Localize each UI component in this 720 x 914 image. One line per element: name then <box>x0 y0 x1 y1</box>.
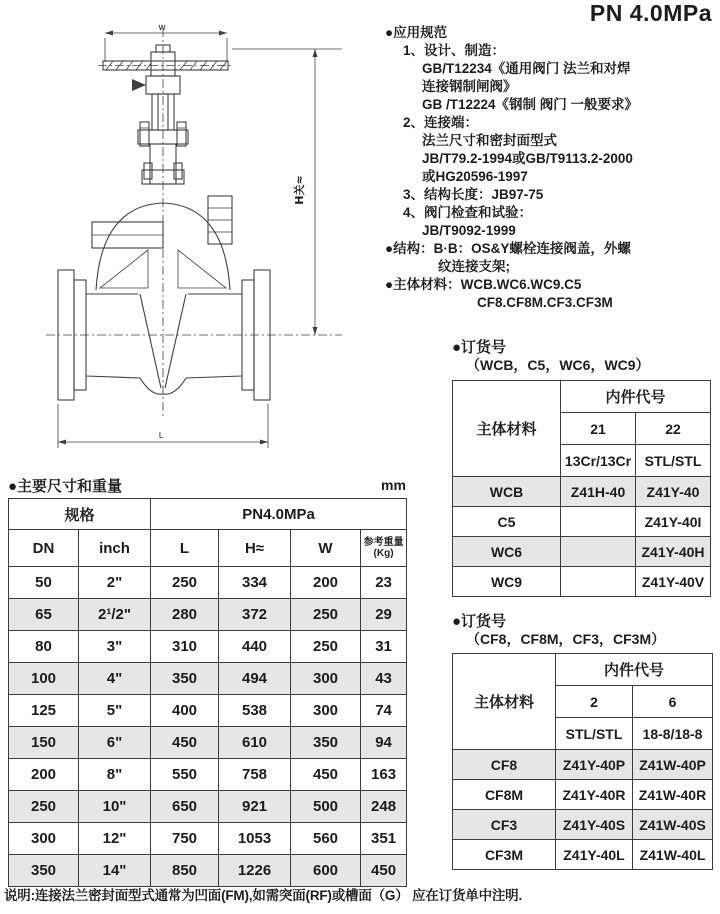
l-cell: 250 <box>151 567 219 599</box>
corner-header: 主体材料 <box>453 654 556 750</box>
h-cell: 758 <box>219 759 291 791</box>
model-cell: Z41W-40P <box>633 750 713 780</box>
dn-cell: 150 <box>9 727 79 759</box>
h-cell: 1053 <box>219 823 291 855</box>
l-cell: 850 <box>151 855 219 887</box>
pn-group-header: PN4.0MPa <box>151 499 407 530</box>
h-cell: 440 <box>219 631 291 663</box>
dn-cell: 100 <box>9 663 79 695</box>
w-cell: 560 <box>291 823 361 855</box>
l-cell: 400 <box>151 695 219 727</box>
order-table-2-subtitle: （CF8，CF8M，CF3，CF3M） <box>466 631 666 647</box>
h-cell: 494 <box>219 663 291 695</box>
order-table-2-title: ●订货号 <box>452 613 507 630</box>
h-cell: 921 <box>219 791 291 823</box>
col-header-h: H≈ <box>219 530 291 567</box>
trim-code-header: 内件代号 <box>561 381 711 413</box>
order-table-1 <box>452 380 711 597</box>
w-cell: 450 <box>291 759 361 791</box>
spec-item-2-line: JB/T79.2-1994或GB/T9113.2-2000 <box>422 151 633 166</box>
trim-header: STL/STL <box>636 445 711 477</box>
valve-drawing <box>0 18 360 470</box>
order-table-1-title: ●订货号 <box>452 339 507 356</box>
l-cell: 450 <box>151 727 219 759</box>
dn-cell: 50 <box>9 567 79 599</box>
dimension-height <box>232 49 342 335</box>
valve-stem-yoke <box>132 28 188 418</box>
l-cell: 550 <box>151 759 219 791</box>
spec-item-4-line: JB/T9092-1999 <box>422 223 516 238</box>
kg-cell: 23 <box>361 567 407 599</box>
dn-cell: 250 <box>9 791 79 823</box>
w-cell: 500 <box>291 791 361 823</box>
weight-header-line2: (Kg) <box>373 548 394 559</box>
w-cell: 300 <box>291 695 361 727</box>
inch-cell: 8" <box>79 759 151 791</box>
model-cell <box>561 537 636 567</box>
w-cell: 200 <box>291 567 361 599</box>
dn-cell: 125 <box>9 695 79 727</box>
page-title: PN 4.0MPa <box>589 0 712 26</box>
footnote: 说明:连接法兰密封面型式通常为凹面(FM),如需突面(RF)或槽面（G） 应在订货单中注明. <box>4 888 523 903</box>
dimension-width <box>105 23 227 62</box>
kg-cell: 248 <box>361 791 407 823</box>
dimensions-title: ●主要尺寸和重量 <box>8 478 123 495</box>
spec-item-3: 3、结构长度：JB97-75 <box>403 187 544 202</box>
specs-heading: ●应用规范 <box>385 25 448 40</box>
h-cell: 372 <box>219 599 291 631</box>
model-cell: Z41Y-40L <box>556 840 633 870</box>
model-cell: Z41Y-40H <box>636 537 711 567</box>
l-cell: 280 <box>151 599 219 631</box>
inch-cell: 4" <box>79 663 151 695</box>
inch-cell: 12" <box>79 823 151 855</box>
trim-code-header: 内件代号 <box>556 654 713 686</box>
spec-item-1-line: GB /T12224《钢制 阀门 一般要求》 <box>422 97 639 112</box>
h-cell: 334 <box>219 567 291 599</box>
h-cell: 1226 <box>219 855 291 887</box>
inch-cell: 2¹/2" <box>79 599 151 631</box>
kg-cell: 43 <box>361 663 407 695</box>
code-header: 21 <box>561 413 636 445</box>
body-material-note: ●主体材料：WCB.WC6.WC9.C5 <box>385 277 582 292</box>
model-cell <box>561 507 636 537</box>
col-header-l: L <box>151 530 219 567</box>
order-table-2 <box>452 653 713 870</box>
model-cell <box>561 567 636 597</box>
l-cell: 310 <box>151 631 219 663</box>
material-cell: CF3M <box>453 840 556 870</box>
dim-w-label: w <box>158 23 166 33</box>
model-cell: Z41W-40S <box>633 810 713 840</box>
col-header-inch: inch <box>79 530 151 567</box>
weight-header-line1: 参考重量 <box>363 537 404 548</box>
inch-cell: 3" <box>79 631 151 663</box>
dn-cell: 300 <box>9 823 79 855</box>
body-material-2: CF8.CF8M.CF3.CF3M <box>477 295 613 310</box>
code-header: 6 <box>633 686 713 718</box>
l-cell: 650 <box>151 791 219 823</box>
dn-cell: 200 <box>9 759 79 791</box>
inch-cell: 2" <box>79 567 151 599</box>
kg-cell: 31 <box>361 631 407 663</box>
kg-cell: 351 <box>361 823 407 855</box>
material-cell: WC6 <box>453 537 561 567</box>
valve-handle <box>98 45 233 76</box>
inch-cell: 6" <box>79 727 151 759</box>
spec-item-2-line: 法兰尺寸和密封面型式 <box>422 133 557 148</box>
col-header-dn: DN <box>9 530 79 567</box>
col-header-w: W <box>291 530 361 567</box>
dn-cell: 350 <box>9 855 79 887</box>
w-cell: 350 <box>291 727 361 759</box>
col-header-weight <box>361 530 407 567</box>
inch-cell: 14" <box>79 855 151 887</box>
material-cell: WC9 <box>453 567 561 597</box>
kg-cell: 163 <box>361 759 407 791</box>
material-cell: C5 <box>453 507 561 537</box>
kg-cell: 450 <box>361 855 407 887</box>
kg-cell: 74 <box>361 695 407 727</box>
material-cell: CF3 <box>453 810 556 840</box>
h-cell: 538 <box>219 695 291 727</box>
w-cell: 250 <box>291 631 361 663</box>
dn-cell: 65 <box>9 599 79 631</box>
spec-group-header: 规格 <box>9 499 151 530</box>
h-cell: 610 <box>219 727 291 759</box>
structure-note: ●结构：B·B：OS&Y螺栓连接阀盖，外螺 <box>385 241 631 256</box>
l-cell: 350 <box>151 663 219 695</box>
material-cell: CF8 <box>453 750 556 780</box>
dim-l-label: L <box>158 431 164 440</box>
material-cell: WCB <box>453 477 561 507</box>
order-table-1-subtitle: （WCB，C5，WC6，WC9） <box>466 357 650 373</box>
model-cell: Z41Y-40I <box>636 507 711 537</box>
w-cell: 250 <box>291 599 361 631</box>
corner-header: 主体材料 <box>453 381 561 477</box>
code-header: 22 <box>636 413 711 445</box>
valve-body <box>46 250 342 400</box>
model-cell: Z41Y-40S <box>556 810 633 840</box>
structure-note-2: 纹连接支架; <box>438 259 510 274</box>
l-cell: 750 <box>151 823 219 855</box>
trim-header: 18-8/18-8 <box>633 718 713 750</box>
trim-header: STL/STL <box>556 718 633 750</box>
kg-cell: 94 <box>361 727 407 759</box>
trim-header: 13Cr/13Cr <box>561 445 636 477</box>
inch-cell: 10" <box>79 791 151 823</box>
spec-item-1-line: 连接钢制闸阀》 <box>422 79 517 94</box>
spec-item-4: 4、阀门检查和试验： <box>403 205 533 220</box>
dn-cell: 80 <box>9 631 79 663</box>
kg-cell: 29 <box>361 599 407 631</box>
dimensions-table <box>8 498 407 887</box>
spec-item-1: 1、设计、制造： <box>403 43 506 58</box>
model-cell: Z41Y-40 <box>636 477 711 507</box>
model-cell: Z41W-40L <box>633 840 713 870</box>
w-cell: 300 <box>291 663 361 695</box>
model-cell: Z41Y-40V <box>636 567 711 597</box>
model-cell: Z41Y-40R <box>556 780 633 810</box>
inch-cell: 5" <box>79 695 151 727</box>
unit-label: mm <box>381 477 406 493</box>
spec-item-2-line: 或HG20596-1997 <box>422 169 528 184</box>
dim-h-label: H关≈ <box>293 175 306 205</box>
model-cell: Z41W-40R <box>633 780 713 810</box>
spec-item-2: 2、连接端： <box>403 115 479 130</box>
application-specs <box>385 24 719 312</box>
spec-item-1-line: GB/T12234《通用阀门 法兰和对焊 <box>422 61 631 76</box>
code-header: 2 <box>556 686 633 718</box>
w-cell: 600 <box>291 855 361 887</box>
model-cell: Z41H-40 <box>561 477 636 507</box>
material-cell: CF8M <box>453 780 556 810</box>
model-cell: Z41Y-40P <box>556 750 633 780</box>
